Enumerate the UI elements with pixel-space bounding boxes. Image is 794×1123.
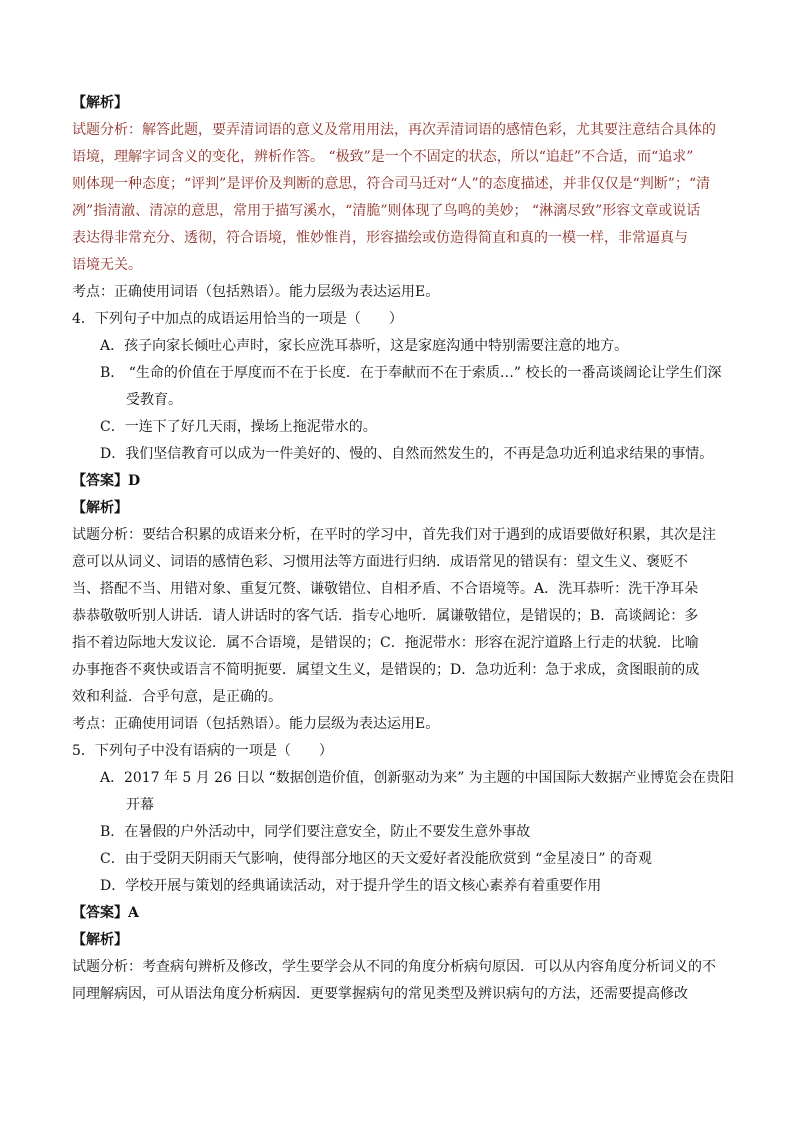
test-point: 考点：正确使用词语（包括熟语）。能力层级为表达运用E。	[72, 284, 440, 300]
analysis-text-line: 则体现一种态度；“评判”是评价及判断的意思，符合司马迁对“人”的态度描述，并非仅仅是“判断”；“清	[72, 176, 711, 192]
question-4-option-c: C．一连下了好几天雨，操场上拖泥带水的。	[100, 419, 377, 435]
analysis-text-line: 效和利益．合乎句意，是正确的。	[72, 689, 282, 705]
analysis-text-line: 意可以从词义、词语的感情色彩、习惯用法等方面进行归纳．成语常见的错误有：望文生义、褒贬不	[72, 554, 688, 570]
question-5-option-b: B．在暑假的户外活动中，同学们要注意安全，防止不要发生意外事故	[100, 824, 531, 840]
analysis-text-line: 语境无关。	[72, 257, 142, 273]
question-5-stem: 5．下列句子中没有语病的一项是（ ）	[72, 743, 333, 759]
question-4-option-a: A．孩子向家长倾吐心声时，家长应洗耳恭听，这是家庭沟通中特别需要注意的地方。	[100, 338, 629, 354]
question-5-option-c: C．由于受阴天阴雨天气影响，使得部分地区的天文爱好者没能欣赏到 “金星凌日” 的奇观	[100, 851, 652, 867]
analysis-text-line: 恭恭敬敬听别人讲话．请人讲话时的客气话．指专心地听．属谦敬错位，是错误的；B．高谈阔论：多	[72, 608, 699, 624]
test-point: 考点：正确使用词语（包括熟语）。能力层级为表达运用E。	[72, 716, 440, 732]
analysis-text-line: 表达得非常充分、透彻，符合语境，惟妙惟肖，形容描绘或仿造得简直和真的一模一样，非常逼真与	[72, 230, 688, 246]
analysis-text-line: 办事拖沓不爽快或语言不简明扼要．属望文生义，是错误的；D．急功近利：急于求成，贪图眼前的成	[72, 662, 700, 678]
question-5-option-a: A．2017 年 5 月 26 日以 “数据创造价值，创新驱动为来” 为主题的中国国际大数据产业博览会在贵阳	[100, 770, 734, 786]
question-4-option-b: B． “生命的价值在于厚度而不在于长度．在于奉献而不在于索质…” 校长的一番高谈阔论让学生们深	[100, 365, 722, 381]
question-5-option-a-continued: 开幕	[126, 797, 154, 813]
question-4-option-d: D．我们坚信教育可以成为一件美好的、慢的、自然而然发生的，不再是急功近利追求结果的事情。	[100, 446, 714, 462]
question-4-option-b-continued: 受教育。	[126, 392, 182, 408]
analysis-text-line: 语境，理解字词含义的变化，辨析作答。 “极致”是一个不固定的状态，所以“追赶”不合适，而“追求”	[72, 149, 694, 165]
analysis-text-line: 同理解病因，可从语法角度分析病因．更要掌握病句的常见类型及辨识病句的方法，还需要提高修改	[72, 986, 688, 1002]
analysis-heading: 【解析】	[72, 932, 128, 948]
analysis-heading: 【解析】	[72, 95, 128, 111]
answer-heading: 【答案】D	[72, 473, 141, 489]
question-5-option-d: D．学校开展与策划的经典诵读活动，对于提升学生的语文核心素养有着重要作用	[100, 878, 602, 894]
analysis-text-line: 试题分析：解答此题，要弄清词语的意义及常用用法，再次弄清词语的感情色彩，尤其要注意结合具体的	[72, 122, 716, 138]
answer-heading: 【答案】A	[72, 905, 139, 921]
question-4-stem: 4．下列句子中加点的成语运用恰当的一项是（ ）	[72, 311, 403, 327]
analysis-text-line: 冽”指清澈、清凉的意思，常用于描写溪水，“清脆”则体现了鸟鸣的美妙； “淋漓尽致”形容文章或说话	[72, 203, 701, 219]
analysis-heading: 【解析】	[72, 500, 128, 516]
analysis-text-line: 当、搭配不当、用错对象、重复冗赘、谦敬错位、自相矛盾、不合语境等。A．洗耳恭听：洗干净耳朵	[72, 581, 699, 597]
analysis-text-line: 试题分析：要结合积累的成语来分析，在平时的学习中，首先我们对于遇到的成语要做好积累，其次是注	[72, 527, 716, 543]
analysis-text-line: 试题分析：考查病句辨析及修改，学生要学会从不同的角度分析病句原因．可以从内容角度分析词义的不	[72, 959, 716, 975]
analysis-text-line: 指不着边际地大发议论．属不合语境，是错误的；C．拖泥带水：形容在泥泞道路上行走的状貌．比喻	[72, 635, 699, 651]
